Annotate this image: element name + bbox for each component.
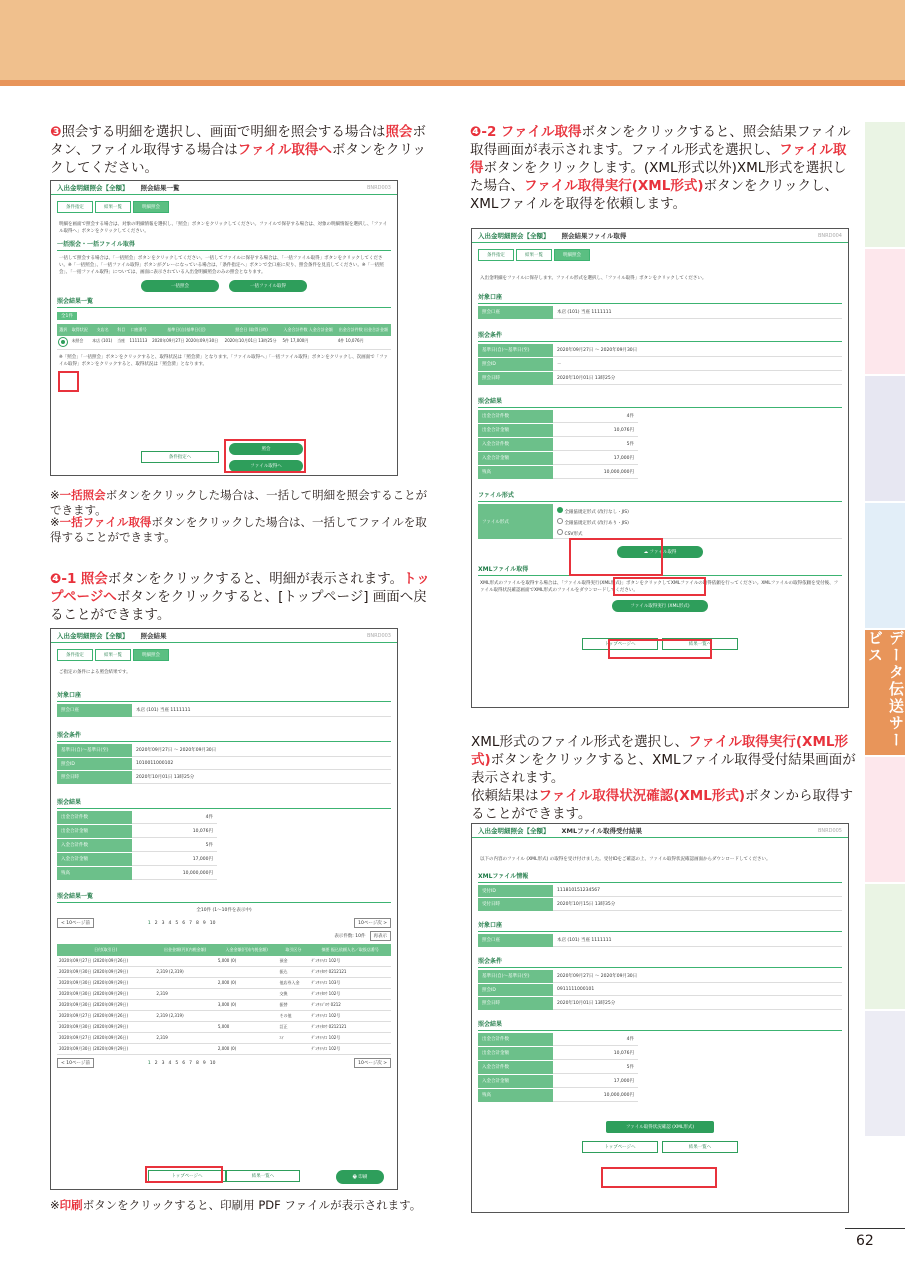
highlight-file-get [613,577,706,596]
result-list-button[interactable]: 結果一覧へ [662,638,738,650]
side-tab-active[interactable]: データ伝送サービス [865,630,905,757]
top-page-button[interactable]: トップページへ [582,638,658,650]
screenshot-result-list: 入出金明細照会【全額】 照会結果一覧 BNRD003 条件指定 結果一覧 明細照会 明細を画面で照会する場合は、対象の明細情報を選択し、「照会」ボタンをクリックしてください。ファイルで保存する場合は、対象の明細情報を選択し、「ファイル取得へ」ボタンをクリックしてください。 一括照会・一括ファイル取得 一括して照会する場合は、「一括照会」ボタンをクリックしてください。一括してファイルに保存する場合は、「一括ファイル取得」ボタンをクリックしてください。※「一括照会」、「一括ファイル取得」ボタンがグレーになっている場合は、「条件指定へ」ボタンで全口座に戻り、照会条件を見直してください。※「一括照会」、「一括ファイル取得」については、画面に表示されている入出金明細照会のみの照会となります。 一括照会 一括ファイル取得 照会結果一覧 全1件 選択 取得状況 支店名 科目 口座番号 基準日(自)基準日(至) 照会日 (取得日時) 入金合計件数 入金合計金額 出金合計件数 出金合計金額 未照会 本店 (101) 当座 1111113 2020年09月27日 2020年09月30日 2020年10月01日 13時25分 5件 17,000円 4件 10,076円 ※「照会」「一括照会」ボタンをクリックすると、取得状況は「照会済」となります。「ファイル取得へ」「一括ファイル取得」ボタンをクリックし、次画面で「ファイル取得」ボタンをクリックすると、取得状況は「照会済」となります。 条件指定へ 照会 ファイル取得へ [50,180,398,476]
screenshot-file-get: 入出金明細照会【全額】 照会結果ファイル取得 BNRD004 条件指定 結果一覧 明細照会 入出金明細をファイルに保存します。ファイル形式を選択し、「ファイル取得」ボタンをクリックしてください。 対象口座 照会口座 本店 (101) 当座 1111111 照会条件 基準日(自)～基準日(至) 2020年09月27日 ～ 2020年09月30日 照会ID － 照会日時 2020年10月01日 13時25分 照会結果 出金合計件数 4件 出金合計金額 10,076円 入金合計件数 5件 入金合計金額 17,000円 残高 10,000,000円 ファイル形式 ファイル形式 全銀協規定形式 (改行なし・JIS) 全銀協規定形式 (改行あり・JIS) CSV形式 ☁ ファイル取得 XMLファイル取得 XML形式のファイルを取得する場合は、「ファイル取得実行(XML形式)」ボタンをクリックしてXMLファイルの取得依頼を行ってください。XMLファイルの取得依頼を受付後、ファイル取得状況確認画面でXML形式のファイルをダウンロードしてください。 ファイル取得実行 (XML形式) トップページへ 結果一覧へ [471,228,849,708]
format-option-3[interactable]: CSV形式 [557,529,838,540]
side-tab-7 [865,884,905,1011]
redisplay-button[interactable]: 再表示 [370,931,392,941]
select-radio[interactable] [59,338,67,346]
step3-paragraph: ❸照会する明細を選択し、画面で明細を照会する場合は照会ボタン、ファイル取得する場合はファイル取得へボタンをクリックしてください。 [50,124,426,176]
side-tab-1 [865,122,905,249]
side-tab-3 [865,376,905,503]
file-get-button[interactable]: ☁ ファイル取得 [617,546,703,558]
format-option-1[interactable]: 全銀協規定形式 (改行なし・JIS) [557,507,838,518]
highlight-radio [58,371,79,392]
highlight-xml-exec [608,639,712,659]
side-tab-6 [865,757,905,884]
bulk-inquiry-button[interactable]: 一括照会 [141,280,219,292]
xml-status-button[interactable]: ファイル取得状況確認 (XML形式) [606,1121,714,1133]
note-bulk-file: ※一括ファイル取得ボタンをクリックした場合は、一括してファイルを取得することができます。 [50,515,427,544]
result-list-button[interactable]: 結果一覧へ [662,1141,738,1153]
next-page-button-bottom[interactable]: 10ページ次 > [354,1058,391,1068]
result-list-button[interactable]: 結果一覧へ [226,1170,300,1182]
file-get-button[interactable]: ファイル取得へ [229,460,303,472]
highlight-format [569,538,663,576]
note-bulk-inquiry: ※一括照会ボタンをクリックした場合は、一括して明細を照会することができます。 [50,488,428,517]
xml-file-exec-button[interactable]: ファイル取得実行 (XML形式) [612,600,708,612]
condition-button[interactable]: 条件指定へ [141,451,219,463]
screenshot-xml-accept: 入出金明細照会【全額】 XMLファイル取得受付結果 BNRD005 以下の内容のファイル (XML形式) の取得を受け付けました。受付IDをご確認の上、ファイル取得状況確認画面からダウンロードしてください。 XMLファイル情報 受付ID 111810151234567 受付日時 2020年10月15日 13時35分 対象口座 照会口座 本店 (101) 当座 1111111 照会条件 基準日(自)～基準日(至) 2020年09月27日 ～ 2020年09月30日 照会ID 0911111000101 照会日時 2020年10月01日 13時25分 照会結果 出金合計件数 4件 出金合計金額 10,076円 入金合計件数 5件 入金合計金額 17,000円 残高 10,000,000円 ファイル取得状況確認 (XML形式) トップページへ 結果一覧へ [471,823,849,1213]
prev-page-button[interactable]: < 10ページ前 [57,918,94,928]
header-band [0,0,905,80]
step4-2-paragraph: ❹-2 ファイル取得ボタンをクリックすると、照会結果ファイル取得画面が表示されます。ファイル形式を選択し、ファイル取得ボタンをクリックします。(XML形式以外)XML形式を選択した場合、ファイル取得実行(XML形式)ボタンをクリックし、XMLファイルを取得を依頼します。 [470,124,851,212]
side-tabs [865,122,905,1138]
highlight-top-page [145,1166,223,1183]
page-number: 62 [856,1233,874,1249]
header-line [0,80,905,86]
next-page-button[interactable]: 10ページ次 > [354,918,391,928]
side-tab-8 [865,1011,905,1138]
highlight-xml-status [601,1167,717,1188]
top-page-button[interactable]: トップページへ [148,1170,226,1182]
side-tab-2 [865,249,905,376]
page-number-line [845,1228,905,1229]
note-print: ※印刷ボタンをクリックすると、印刷用 PDF ファイルが表示されます。 [50,1198,422,1212]
inquiry-button[interactable]: 照会 [229,443,303,455]
top-page-button[interactable]: トップページへ [582,1141,658,1153]
print-button[interactable]: 🖶 印刷 [336,1170,384,1184]
side-tab-4 [865,503,905,630]
step4-1-paragraph: ❹-1 照会ボタンをクリックすると、明細が表示されます。トップページへボタンをクリックすると、[トップページ] 画面へ戻ることができます。 [50,571,430,623]
screenshot-result-detail: 入出金明細照会【全額】 照会結果 BNRD003 条件指定 結果一覧 明細照会 ご指定の条件による照会結果です。 対象口座 照会口座 本店 (101) 当座 1111111 照会条件 基準日(自)～基準日(至) 2020年09月27日 ～ 2020年09月30日 照会ID 1010011000102 照会日時 2020年10月01日 13時25分 照会結果 出金合計件数 4件 出金合計金額 10,076円 入金合計件数 5件 入金合計金額 17,000円 残高 10,000,000円 照会結果一覧 全10件 (1～10件を表示中) < 10ページ前 1 2 3 4 5 6 7 8 9 10 10ページ次 > 表示件数: 10件 再表示 日付(取引日) 出金金額(円)(内税金額) 入金金額(円)(内税金額) 取引区分 摘要 振込依頼人名／取扱店番号 2020年09月27日 (2020年09月26日) 5,000 (0) 預金 ﾃﾞﾝｻｲﾊﾅｺ 102号 2020年09月30日 (2020年09月29日) 2,319 (2,319) 振込 ﾃﾞﾝｻｲﾀﾛｳ 0212121 2020年09月30日 (2020年09月29日) 2,000 (0) 他店券入金 ﾃﾞﾝｻｲﾊﾅｺ 103号 2020年09月30日 (2020年09月29日) 2,319 交換 ﾃﾞﾝｻｲﾀﾛｳ 102号 2020年09月30日 (2020年09月29日) 3,000 (0) 振替 ﾃﾞﾝｻｲｼﾞﾛｳ 0212 2020年09月27日 (2020年09月26日) 2,319 (2,319) その他 ﾃﾞﾝｻｲﾊﾅｺ 102号 2020年09月30日 (2020年09月29日) 5,000 訂正 ﾃﾞﾝｻｲﾀﾛｳ 0212121 2020年09月27日 (2020年09月26日) 2,319 ｴｲ ﾃﾞﾝｻｲﾊﾅｺ 102号 2020年09月30日 (2020年09月29日) 2,000 (0) ﾃﾞﾝｻｲﾊﾅｺ 102号 < 10ページ前 1 2 3 4 5 6 7 8 9 10 10ページ次 > トップページへ 結果一覧へ 🖶 印刷 [50,628,398,1190]
highlight-buttons [224,439,306,473]
xml-paragraph: XML形式のファイル形式を選択し、ファイル取得実行(XML形式)ボタンをクリックすると、XMLファイル取得受付結果画面が表示されます。 依頼結果はファイル取得状況確認(XML形式)ボタンから取得することができます。 [471,734,856,822]
format-option-2[interactable]: 全銀協規定形式 (改行あり・JIS) [557,518,838,529]
bulk-file-button[interactable]: 一括ファイル取得 [229,280,307,292]
prev-page-button-bottom[interactable]: < 10ページ前 [57,1058,94,1068]
